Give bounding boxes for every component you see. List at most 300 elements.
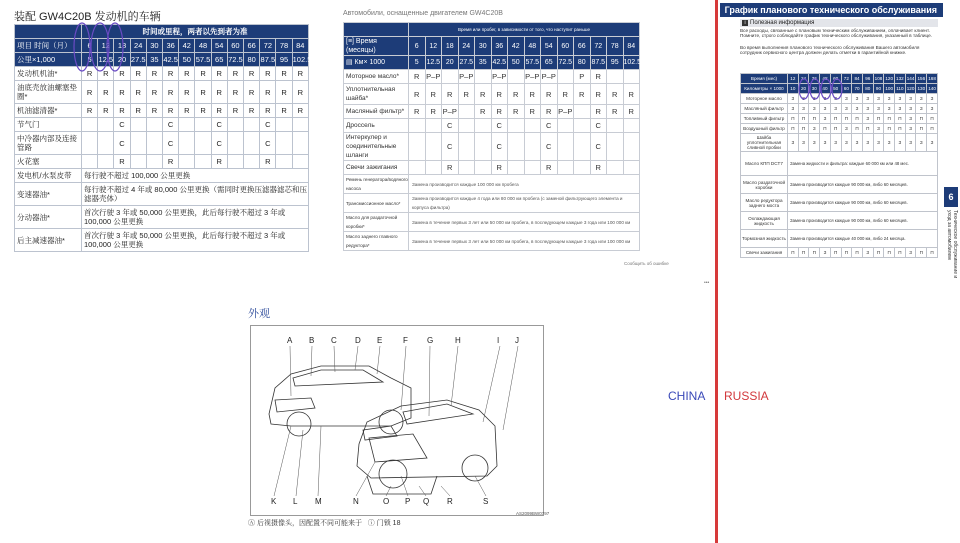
- ru-cell: R: [508, 105, 525, 119]
- ru-cell: R: [590, 84, 607, 105]
- ru-cell: [508, 70, 525, 84]
- cn-km-cell: 72.5: [227, 53, 243, 67]
- rear-window: [293, 370, 383, 386]
- callout-letter: L: [293, 497, 298, 506]
- rp-cell: П: [895, 114, 906, 124]
- rp-cell: П: [809, 248, 820, 258]
- ru-km-cell: 65: [541, 56, 558, 70]
- rp-note-text: Замена жидкости и фильтра: каждые 60 000 км или 48 мес.: [788, 152, 938, 176]
- rp-month-cell: 156: [916, 74, 927, 84]
- callout-letter: H: [455, 336, 461, 345]
- cn-table-row: [15, 118, 309, 132]
- cn-cell: R: [179, 104, 195, 118]
- cn-cell: R: [260, 81, 276, 104]
- ru-cell: [458, 119, 475, 133]
- cn-cell: R: [276, 81, 292, 104]
- cn-note-text: 每行驶不超过 4 年或 80,000 公里更换（需同时更换压滤器滤芯和压滤器壳体）: [82, 183, 309, 206]
- ru-cell: C: [541, 133, 558, 161]
- cn-cell: R: [114, 104, 130, 118]
- ru-note-label: Ремень генератора/водяного насоса: [344, 175, 409, 194]
- cn-cell: R: [98, 67, 114, 81]
- cn-cell: C: [114, 132, 130, 155]
- ru-cell: R: [590, 70, 607, 84]
- rp-cell: П: [788, 248, 799, 258]
- cn-cell: [244, 132, 260, 155]
- callout-letter: C: [331, 336, 337, 345]
- ru-cell: R: [425, 105, 442, 119]
- ru-month-cell: 72: [590, 37, 607, 56]
- ru-km-cell: 102.5: [623, 56, 640, 70]
- cn-cell: [179, 118, 195, 132]
- ru-table-row: [344, 84, 640, 105]
- rp-cell: З: [895, 94, 906, 104]
- ru-row-label: Дроссель: [344, 119, 409, 133]
- ru-row-label: Масляный фильтр*: [344, 105, 409, 119]
- cn-cell: R: [82, 67, 98, 81]
- ru-cell: P–P: [541, 70, 558, 84]
- rp-cell: З: [873, 94, 884, 104]
- ru-km-cell: 5: [409, 56, 426, 70]
- rp-cell: З: [862, 94, 873, 104]
- rp-cell: П: [820, 124, 831, 134]
- callout-letter: O: [383, 497, 390, 506]
- rp-note-row: [741, 152, 938, 176]
- cn-month-cell: 48: [195, 39, 211, 53]
- rear-wheel-2: [379, 410, 403, 434]
- cn-km-cell: 65: [211, 53, 227, 67]
- callout-letter: A: [287, 336, 293, 345]
- ru-note-text: Замена в течение первых 3 лет или 50 000 км пробега, в последующем каждые 3 года или 100 000 км: [409, 232, 640, 251]
- cn-km-cell: 95: [276, 53, 292, 67]
- chapter-tab: 6: [944, 187, 958, 207]
- rp-note-text: Замена производится каждые 40 000 км, либо 24 месяца.: [788, 230, 938, 248]
- ru-cell: C: [590, 119, 607, 133]
- ru-km-label: ▤ Км× 1000: [344, 56, 409, 70]
- cn-cell: R: [130, 81, 146, 104]
- cn-cell: R: [98, 81, 114, 104]
- cn-cell: [130, 132, 146, 155]
- cn-month-cell: 66: [244, 39, 260, 53]
- ru-month-cell: 66: [574, 37, 591, 56]
- cn-cell: [292, 132, 308, 155]
- cn-month-cell: 72: [260, 39, 276, 53]
- cn-cell: R: [260, 104, 276, 118]
- cn-km-cell: 80: [244, 53, 260, 67]
- ru-cell: [524, 161, 541, 175]
- ru-title: Автомобили, оснащенные двигателем GW4C20B: [343, 10, 503, 17]
- rp-cell: З: [820, 104, 831, 114]
- callout-line: [419, 486, 426, 496]
- ru-month-cell: 60: [557, 37, 574, 56]
- cn-cell: C: [163, 132, 179, 155]
- ru-cell: [524, 119, 541, 133]
- rp-cell: З: [905, 124, 916, 134]
- callout-letter: J: [515, 336, 519, 345]
- rp-month-cell: 120: [884, 74, 895, 84]
- ru-note-row: [344, 194, 640, 213]
- rp-month-cell: 60: [830, 74, 841, 84]
- ru-cell: C: [491, 119, 508, 133]
- callout-letter: S: [483, 497, 489, 506]
- callout-letter: D: [355, 336, 361, 345]
- cn-cell: R: [227, 81, 243, 104]
- ru-cell: [475, 133, 492, 161]
- cn-month-cell: 24: [130, 39, 146, 53]
- rp-cell: П: [927, 114, 938, 124]
- ru-month-cell: 18: [442, 37, 459, 56]
- rp-cell: З: [820, 134, 831, 152]
- callout-letter: Q: [423, 497, 430, 506]
- cn-cell: R: [114, 155, 130, 169]
- cn-km-cell: 42.5: [163, 53, 179, 67]
- rp-cell: П: [841, 114, 852, 124]
- ru-cell: [607, 133, 624, 161]
- cn-header-corner: [15, 25, 82, 39]
- rp-cell: З: [905, 134, 916, 152]
- rp-cell: П: [830, 248, 841, 258]
- ru-km-cell: 42.5: [491, 56, 508, 70]
- cn-cell: [146, 118, 162, 132]
- cn-cell: [98, 118, 114, 132]
- cn-cell: [195, 132, 211, 155]
- ru-cell: R: [508, 84, 525, 105]
- ru-cell: C: [491, 133, 508, 161]
- divider-line: [715, 0, 718, 543]
- rp-cell: З: [809, 124, 820, 134]
- rp-cell: З: [830, 104, 841, 114]
- cn-cell: R: [114, 81, 130, 104]
- rear-wheel: [287, 412, 311, 436]
- windshield: [403, 404, 473, 424]
- rp-cell: П: [798, 114, 809, 124]
- rp-cell: П: [788, 114, 799, 124]
- rp-washer-label: Шайба уплотнительная сливной пробки: [741, 134, 788, 152]
- cn-note-label: 发电机/水泵皮带: [15, 169, 82, 183]
- rp-month-cell: 108: [873, 74, 884, 84]
- cn-cell: [276, 132, 292, 155]
- cn-km-cell: 102.5: [292, 53, 308, 67]
- ru-cell: R: [590, 105, 607, 119]
- rp-note-label: Охлаждающая жидкость: [741, 212, 788, 230]
- rp-cell: З: [841, 104, 852, 114]
- callout-line: [429, 346, 430, 416]
- rp-cell: П: [916, 124, 927, 134]
- cn-km-row: [15, 53, 309, 67]
- ru-cell: [607, 70, 624, 84]
- rp-km-cell: 50: [830, 84, 841, 94]
- ru-table-row: [344, 70, 640, 84]
- rp-cell: З: [820, 94, 831, 104]
- ru-cell: [574, 161, 591, 175]
- ru-cell: [425, 133, 442, 161]
- ru-note-text: Замена в течение первых 3 лет или 50 000 км пробега, в последующем каждые 3 года или 100 000 км: [409, 213, 640, 232]
- ru-cell: P–P: [425, 70, 442, 84]
- rp-table-row: [741, 94, 938, 104]
- rp-km-label: Километры × 1000: [741, 84, 788, 94]
- rp-cell: З: [905, 104, 916, 114]
- ru-row-label: Уплотнительная шайба*: [344, 84, 409, 105]
- rp-cell: П: [873, 248, 884, 258]
- ru-cell: R: [574, 84, 591, 105]
- ru-table-row: [344, 161, 640, 175]
- callout-line: [401, 476, 408, 496]
- cn-cell: [227, 132, 243, 155]
- ru-row-label: Моторное масло*: [344, 70, 409, 84]
- rp-month-cell: 168: [927, 74, 938, 84]
- ru-cell: R: [623, 84, 640, 105]
- callout-letter: P: [405, 497, 411, 506]
- rp-cell: З: [862, 248, 873, 258]
- ru-row-label: Интеркулер и соединительные шланги: [344, 133, 409, 161]
- ru-cell: R: [491, 105, 508, 119]
- ru-cell: [425, 161, 442, 175]
- rp-washer-row: [741, 134, 938, 152]
- ru-header-corner: [344, 23, 409, 37]
- cn-cell: R: [211, 104, 227, 118]
- cn-km-cell: 87.5: [260, 53, 276, 67]
- rp-spark-label: Свечи зажигания: [741, 248, 788, 258]
- ru-cell: [458, 105, 475, 119]
- ru-cell: [623, 133, 640, 161]
- rp-cell: З: [873, 104, 884, 114]
- ru-cell: R: [623, 105, 640, 119]
- cn-cell: [82, 118, 98, 132]
- rp-cell: З: [916, 94, 927, 104]
- ru-month-cell: 48: [524, 37, 541, 56]
- cn-month-cell: 60: [227, 39, 243, 53]
- ru-month-cell: 30: [475, 37, 492, 56]
- rp-note-text: Замена производится каждые 90 000 км, либо 60 месяцев.: [788, 212, 938, 230]
- cn-km-label: 公里×1,000: [15, 53, 82, 67]
- rp-section-label: Полезная информация: [750, 20, 815, 26]
- ru-cell: R: [409, 84, 426, 105]
- front-car-body: [357, 400, 497, 478]
- cn-km-cell: 35: [146, 53, 162, 67]
- rp-km-row: [741, 84, 938, 94]
- caption-left: Ⓐ 后视摄像头，因配置不同可能来于: [248, 520, 362, 527]
- ru-months-row: [344, 37, 640, 56]
- callout-line: [377, 346, 380, 374]
- cn-month-cell: 54: [211, 39, 227, 53]
- rp-km-cell: 40: [820, 84, 831, 94]
- rp-month-cell: 72: [841, 74, 852, 84]
- cn-time-label: 项目 时间（月）: [15, 39, 82, 53]
- rp-cell: З: [809, 104, 820, 114]
- cn-table-row: [15, 81, 309, 104]
- ru-km-cell: 72.5: [557, 56, 574, 70]
- ru-cell: R: [458, 84, 475, 105]
- cn-km-cell: 5: [82, 53, 98, 67]
- diagram-code: AS2099BW0797: [516, 511, 550, 516]
- rp-cell: З: [927, 104, 938, 114]
- rp-cell: З: [820, 114, 831, 124]
- ru-km-cell: 27.5: [458, 56, 475, 70]
- callout-letter: M: [315, 497, 322, 506]
- cn-month-cell: 6: [82, 39, 98, 53]
- rp-km-cell: 80: [862, 84, 873, 94]
- rp-cell: З: [884, 94, 895, 104]
- callout-line: [318, 426, 321, 496]
- cn-month-cell: 42: [179, 39, 195, 53]
- cn-table-row: [15, 155, 309, 169]
- cn-cell: R: [211, 155, 227, 169]
- rp-cell: З: [873, 124, 884, 134]
- rp-cell: З: [798, 134, 809, 152]
- ru-cell: R: [409, 105, 426, 119]
- cn-cell: R: [82, 81, 98, 104]
- cn-cell: R: [146, 67, 162, 81]
- cn-cell: C: [114, 118, 130, 132]
- cn-row-label: 机油滤清器*: [15, 104, 82, 118]
- ru-km-cell: 80: [574, 56, 591, 70]
- rp-note-row: [741, 194, 938, 212]
- cn-month-cell: 30: [146, 39, 162, 53]
- callout-line: [290, 346, 291, 396]
- rp-cell: З: [905, 94, 916, 104]
- rp-cell: П: [873, 114, 884, 124]
- ru-km-cell: 20: [442, 56, 459, 70]
- rp-cell: З: [884, 104, 895, 114]
- rp-spark-row: [741, 248, 938, 258]
- ru-cell: R: [475, 84, 492, 105]
- cn-month-cell: 18: [114, 39, 130, 53]
- ru-cell: C: [442, 133, 459, 161]
- rp-cell: З: [927, 94, 938, 104]
- dash-mark: •••: [704, 280, 710, 286]
- cn-cell: R: [179, 81, 195, 104]
- rp-cell: З: [788, 104, 799, 114]
- ru-cell: [557, 70, 574, 84]
- rp-month-cell: 132: [895, 74, 906, 84]
- callout-letter: F: [403, 336, 408, 345]
- ru-cell: [557, 133, 574, 161]
- ru-cell: [442, 70, 459, 84]
- ru-cell: C: [442, 119, 459, 133]
- cn-cell: R: [292, 67, 308, 81]
- cn-cell: R: [244, 104, 260, 118]
- rp-month-cell: 48: [820, 74, 831, 84]
- cn-cell: [179, 132, 195, 155]
- cn-row-label: 油底壳放油螺塞垫圈*: [15, 81, 82, 104]
- cn-cell: R: [276, 67, 292, 81]
- cn-cell: R: [195, 67, 211, 81]
- rp-month-cell: 12: [788, 74, 799, 84]
- info-icon: i: [742, 20, 748, 26]
- cn-cell: R: [82, 104, 98, 118]
- ru-month-cell: 12: [425, 37, 442, 56]
- callout-letter: R: [447, 497, 453, 506]
- cn-km-cell: 12.5: [98, 53, 114, 67]
- cn-cell: R: [260, 155, 276, 169]
- cn-cell: [276, 155, 292, 169]
- ru-cell: R: [442, 161, 459, 175]
- rp-cell: З: [809, 134, 820, 152]
- report-error-hint[interactable]: Сообщить об ошибке: [624, 261, 669, 266]
- rp-cell: П: [852, 248, 863, 258]
- rp-note-label: Масло раздаточной коробки: [741, 176, 788, 194]
- ru-month-cell: 6: [409, 37, 426, 56]
- ru-cell: [623, 161, 640, 175]
- ru-cell: [524, 133, 541, 161]
- cn-table-row: [15, 67, 309, 81]
- rp-time-label: Время (мес): [741, 74, 788, 84]
- rp-paragraph-2: Во время выполнения планового технического обслуживания Вашего автомобиля сотрудник сервисного центра должен делать отметки в гарантийной книжке.: [740, 45, 920, 56]
- ru-km-row: [344, 56, 640, 70]
- cn-cell: [130, 118, 146, 132]
- headlamp: [363, 426, 397, 440]
- ru-month-cell: 36: [491, 37, 508, 56]
- rp-month-cell: 24: [798, 74, 809, 84]
- cn-cell: R: [195, 81, 211, 104]
- ru-cell: R: [425, 84, 442, 105]
- ru-cell: [409, 119, 426, 133]
- rp-table-row: [741, 124, 938, 134]
- ru-header-top: Время или пробег, в зависимости от того, что наступит раньше: [409, 23, 640, 37]
- cn-cell: R: [146, 81, 162, 104]
- cn-month-cell: 36: [163, 39, 179, 53]
- rp-cell: П: [916, 114, 927, 124]
- rp-cell: З: [916, 134, 927, 152]
- ru-cell: [508, 161, 525, 175]
- rp-cell: З: [852, 94, 863, 104]
- ru-cell: [607, 161, 624, 175]
- cn-cell: C: [211, 118, 227, 132]
- cn-month-cell: 84: [292, 39, 308, 53]
- cn-cell: [130, 155, 146, 169]
- cn-row-label: 节气门: [15, 118, 82, 132]
- cn-cell: [292, 155, 308, 169]
- rp-km-cell: 140: [927, 84, 938, 94]
- cn-month-cell: 78: [276, 39, 292, 53]
- ru-cell: P–P: [491, 70, 508, 84]
- rp-cell: З: [809, 94, 820, 104]
- ru-note-row: [344, 175, 640, 194]
- callout-letter: G: [427, 336, 434, 345]
- callout-line: [311, 346, 312, 376]
- cn-row-label: 中冷器内部及连接管路: [15, 132, 82, 155]
- cn-header-top: 时间或里程，两者以先到者为准: [82, 25, 309, 39]
- rp-table-row: [741, 104, 938, 114]
- rp-km-cell: 130: [916, 84, 927, 94]
- cn-cell: R: [227, 67, 243, 81]
- rp-cell: З: [927, 134, 938, 152]
- ru-cell: [557, 119, 574, 133]
- rear-lamp: [275, 398, 315, 412]
- cn-cell: [244, 155, 260, 169]
- rp-month-cell: 96: [862, 74, 873, 84]
- rp-cell: З: [895, 104, 906, 114]
- callout-line: [401, 346, 406, 410]
- ru-note-label: Масло для раздаточной коробки*: [344, 213, 409, 232]
- cn-row-label: 火花塞: [15, 155, 82, 169]
- rear-car-body: [269, 366, 411, 426]
- ru-cell: P–P: [524, 70, 541, 84]
- ru-note-text: Замена производится каждые 4 года или 80 000 км пробега (с заменой фильтрующего элемента и корпуса фильтра): [409, 194, 640, 213]
- ru-note-label: Трансмиссионное масло*: [344, 194, 409, 213]
- ru-month-cell: 78: [607, 37, 624, 56]
- callout-line: [334, 346, 335, 372]
- cn-cell: C: [211, 132, 227, 155]
- chapter-side-text: Техническое обслуживание и уход за автомобилем: [946, 210, 958, 279]
- rp-cell: П: [852, 124, 863, 134]
- ru-cell: P: [574, 70, 591, 84]
- rp-cell: П: [852, 114, 863, 124]
- rp-cell: П: [862, 124, 873, 134]
- ru-row-label: Свечи зажигания: [344, 161, 409, 175]
- label-russia: RUSSIA: [724, 389, 769, 403]
- rp-cell: З: [905, 114, 916, 124]
- callout-line: [296, 430, 303, 496]
